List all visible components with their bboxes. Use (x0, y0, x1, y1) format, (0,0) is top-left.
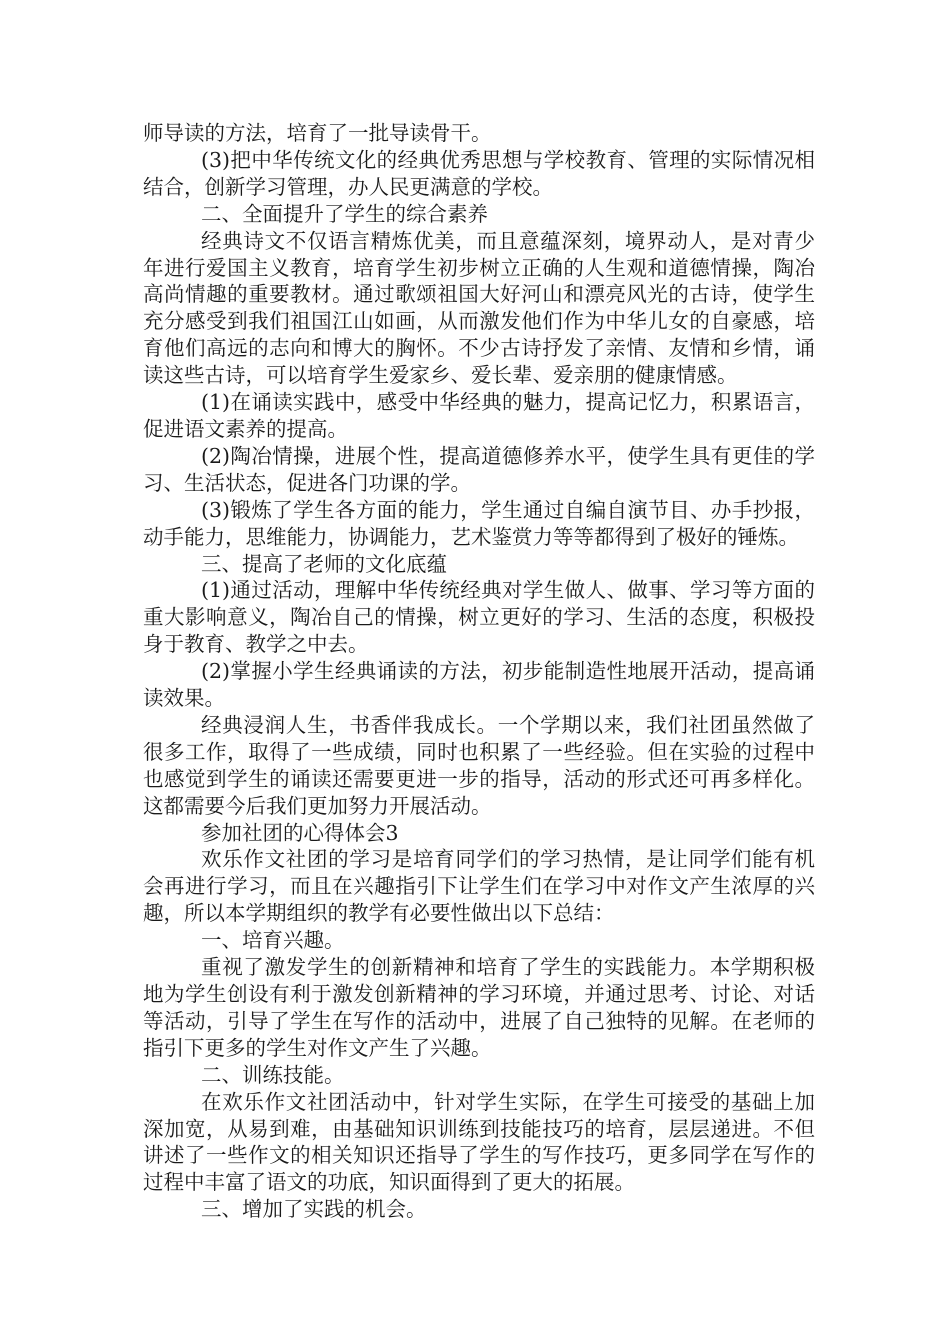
section-heading-3: 三、提高了老师的文化底蕴 (201, 551, 447, 576)
document-body (143, 120, 815, 1223)
paragraph-item-3: (3)把中华传统文化的经典优秀思想与学校教育、管理的实际情况相结合，创新学习管理，办人民更满意的学校。 (143, 147, 815, 199)
section-heading-2: 二、全面提升了学生的综合素养 (201, 201, 488, 226)
section-heading-skills: 二、训练技能。 (201, 1062, 345, 1087)
paragraph-item-1: (1)在诵读实践中，感受中华经典的魅力，提高记忆力，积累语言，促进语文素养的提高。 (143, 390, 815, 441)
paragraph-interest: 重视了激发学生的创新精神和培育了学生的实践能力。本学期积极地为学生创设有利于激发创新精神的学习环境，并通过思考、讨论、对话等活动，引导了学生在写作的活动中，进展了自己独特的见解。在老师的指引下更多的学生对作文产生了兴趣。 (143, 955, 815, 1060)
paragraph-intro: 欢乐作文社团的学习是培育同学们的学习热情，是让同学们能有机会再进行学习，而且在兴趣指引下让学生们在学习中对作文产生浓厚的兴趣，所以本学期组织的教学有必要性做出以下总结： (143, 847, 815, 926)
paragraph-continuation: 师导读的方法，培育了一批导读骨干。 (143, 121, 492, 145)
article-title-3: 参加社团的心得体会3 (201, 820, 399, 845)
paragraph-teacher-item-2: (2)掌握小学生经典诵读的方法，初步能制造性地展开活动，提高诵读效果。 (143, 659, 815, 711)
paragraph-skills: 在欢乐作文社团活动中，针对学生实际，在学生可接受的基础上加深加宽，从易到难，由基础知识训练到技能技巧的培育，层层递进。不但讲述了一些作文的相关知识还指导了学生的写作技巧，更多同学在写作的过程中丰富了语文的功底，知识面得到了更大的拓展。 (143, 1089, 815, 1195)
section-heading-practice: 三、增加了实践的机会。 (201, 1197, 427, 1222)
paragraph-item-3b: (3)锻炼了学生各方面的能力，学生通过自编自演节目、办手抄报，动手能力，思维能力，协调能力，艺术鉴赏力等等都得到了极好的锤炼。 (143, 497, 815, 549)
paragraph-item-2: (2)陶冶情操，进展个性，提高道德修养水平，使学生具有更佳的学习、生活状态，促进各门功课的学。 (143, 443, 815, 495)
paragraph-summary: 经典浸润人生，书香伴我成长。一个学期以来，我们社团虽然做了很多工作，取得了一些成绩，同时也积累了一些经验。但在实验的过程中也感觉到学生的诵读还需要更进一步的指导，活动的形式还可再多样化。这都需要今后我们更加努力开展活动。 (143, 712, 815, 818)
paragraph-teacher-item-1: (1)通过活动，理解中华传统经典对学生做人、做事、学习等方面的重大影响意义，陶冶自己的情操，树立更好的学习、生活的态度，积极投身于教育、教学之中去。 (143, 578, 815, 657)
paragraph-classic-poetry: 经典诗文不仅语言精炼优美，而且意蕴深刻，境界动人，是对青少年进行爱国主义教育，培育学生初步树立正确的人生观和道德情操，陶冶高尚情趣的重要教材。通过歌颂祖国大好河山和漂亮风光的古诗，使学生充分感受到我们祖国江山如画，从而激发他们作为中华儿女的自豪感，培育他们高远的志向和博大的胸怀。不少古诗抒发了亲情、友情和乡情，诵读这些古诗，可以培育学生爱家乡、爱长辈、爱亲朋的健康情感。 (143, 228, 815, 388)
section-heading-interest: 一、培育兴趣。 (201, 928, 345, 953)
